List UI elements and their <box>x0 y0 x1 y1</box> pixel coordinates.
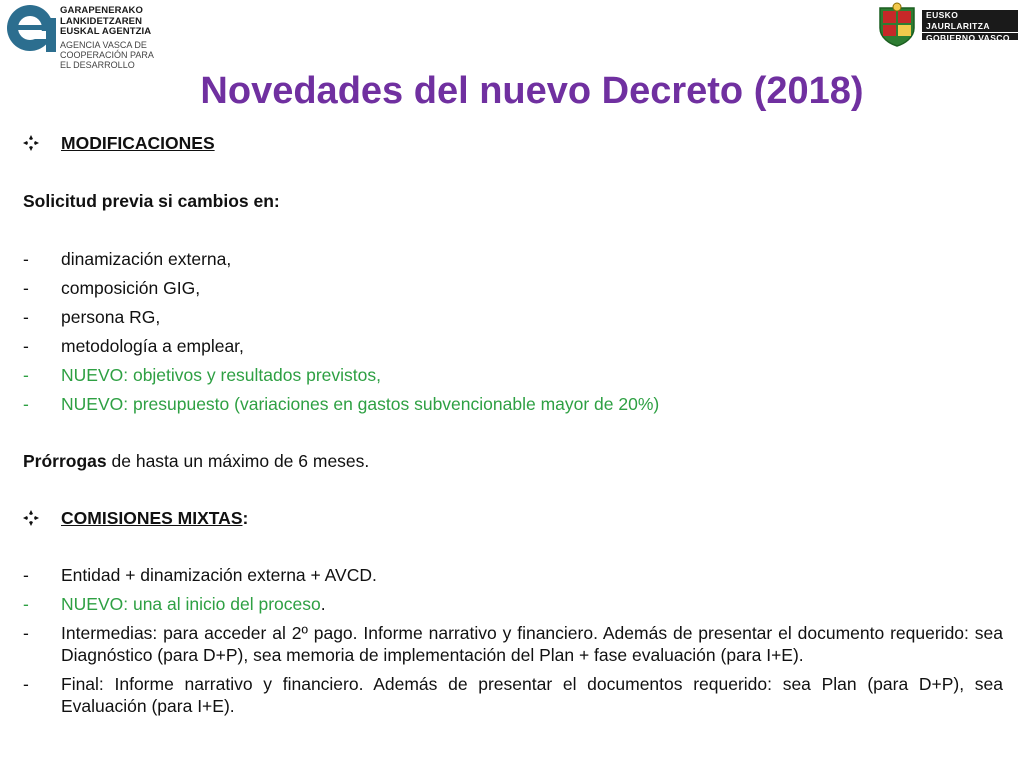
list-item: - composición GIG, <box>23 278 201 298</box>
agency-name-spanish-1: AGENCIA VASCA DE <box>60 39 147 50</box>
slide-content <box>23 132 1003 717</box>
diamond-bullet-icon <box>23 507 61 529</box>
agency-name-spanish-3: EL DESARROLLO <box>60 59 135 70</box>
list-item: - persona RG, <box>23 307 161 327</box>
extension-text: de hasta un máximo de 6 meses. <box>106 451 370 471</box>
diamond-bullet-icon <box>23 132 61 154</box>
modificaciones-intro: Solicitud previa si cambios en: <box>23 191 280 211</box>
agency-name-basque-1: GARAPENERAKO <box>60 5 144 16</box>
list-item: - Final: Informe narrativo y financiero. Además de presentar el documentos requerido: sea Plan (para D+P), sea Evaluación (para I+E). <box>23 674 1003 716</box>
section-modificaciones-heading <box>23 132 1003 154</box>
government-name-box <box>922 10 1018 43</box>
government-logo <box>874 2 1020 48</box>
agency-name-basque-3: EUSKAL AGENTZIA <box>60 26 152 37</box>
extension-note <box>23 450 1003 472</box>
government-name-basque: EUSKO JAURLARITZA <box>926 10 990 31</box>
list-item: - dinamización externa, <box>23 249 232 269</box>
section-heading-modificaciones: MODIFICACIONES <box>61 133 215 153</box>
government-name-spanish: GOBIERNO VASCO <box>922 32 1018 44</box>
agency-name-spanish-2: COOPERACIÓN PARA <box>60 49 154 60</box>
list-item-new: - NUEVO: una al inicio del proceso. <box>23 594 326 614</box>
agency-e-logo-icon <box>6 4 56 52</box>
section-comisiones-heading: COMISIONES MIXTAS: <box>23 507 1003 529</box>
slide-title: Novedades del nuevo Decreto (2018) <box>200 70 864 112</box>
list-item-new: - NUEVO: presupuesto (variaciones en gastos subvencionable mayor de 20%) <box>23 394 660 414</box>
extension-label: Prórrogas <box>23 451 107 471</box>
list-item-new: - NUEVO: objetivos y resultados previstos, <box>23 365 381 385</box>
list-item: - Intermedias: para acceder al 2º pago. Informe narrativo y financiero. Además de presentar el documento requerido: sea Diagnóstico (para D+P), sea memoria de implementación del Plan + fase evaluación (para I+E). <box>23 623 1003 665</box>
agency-name-basque-2: LANKIDETZAREN <box>60 15 143 27</box>
section-heading-comisiones: COMISIONES MIXTAS <box>61 508 243 528</box>
coat-of-arms-icon <box>874 2 920 48</box>
list-item: - metodología a emplear, <box>23 336 244 356</box>
list-item: - Entidad + dinamización externa + AVCD. <box>23 565 377 585</box>
